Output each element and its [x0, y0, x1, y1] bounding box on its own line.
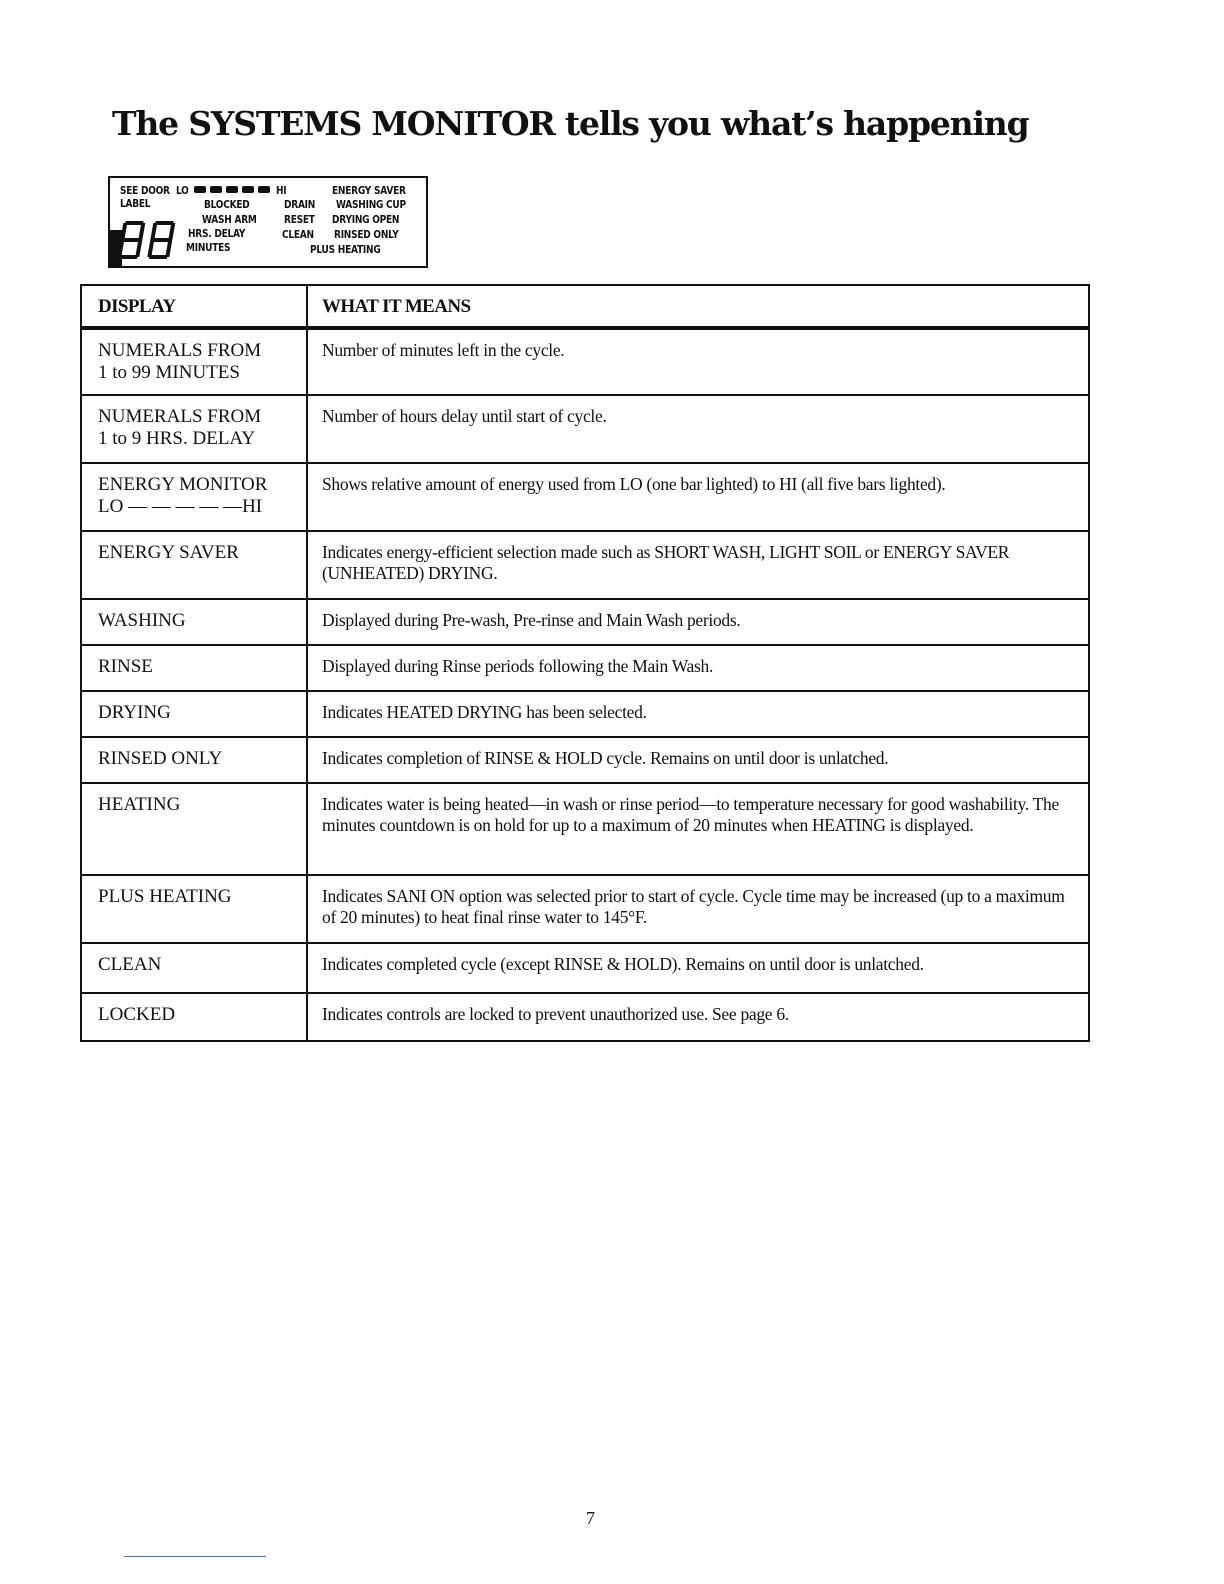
lcd-label: LABEL: [120, 197, 151, 210]
seven-segment-digits-icon: [114, 219, 180, 261]
table-row: [80, 464, 1090, 532]
meaning-cell: Indicates completed cycle (except RINSE & HOLD). Remains on until door is unlatched.: [322, 954, 924, 974]
meaning-cell: Shows relative amount of energy used from LO (one bar lighted) to HI (all five bars lighted).: [322, 474, 946, 494]
table-row: [80, 876, 1090, 944]
display-cell: LOCKED: [82, 994, 308, 1040]
display-cell: ENERGY MONITOR LO — — — — —HI: [82, 464, 308, 530]
lcd-clean: CLEAN: [282, 228, 314, 241]
table-row: [80, 396, 1090, 464]
meaning-cell: Indicates controls are locked to prevent unauthorized use. See page 6.: [322, 1004, 789, 1024]
display-meaning-table: [80, 284, 1090, 1042]
energy-monitor-bars: [194, 186, 270, 193]
footer-rule: [124, 1556, 266, 1557]
meaning-cell: Indicates HEATED DRYING has been selected.: [322, 702, 647, 722]
lcd-drying-open: DRYING OPEN: [332, 213, 400, 226]
table-header-row: [80, 284, 1090, 328]
meaning-cell: Displayed during Pre-wash, Pre-rinse and Main Wash periods.: [322, 610, 741, 630]
display-cell: DRYING: [82, 692, 308, 736]
lcd-energy-saver: ENERGY SAVER: [332, 184, 406, 197]
table-row: [80, 738, 1090, 784]
table-row: [80, 994, 1090, 1042]
energy-bar-1: [194, 186, 206, 193]
display-cell: WASHING: [82, 600, 308, 644]
meaning-cell: Indicates water is being heated—in wash or rinse period—to temperature necessary for good washability. The minutes countdown is on hold for up to a maximum of 20 minutes when HEATING is displayed.: [322, 794, 1059, 835]
lcd-blocked: BLOCKED: [204, 198, 250, 211]
lcd-hi: HI: [276, 184, 287, 197]
display-cell: RINSE: [82, 646, 308, 690]
meaning-cell: Number of minutes left in the cycle.: [322, 340, 565, 360]
energy-bar-5: [258, 186, 270, 193]
energy-bar-2: [210, 186, 222, 193]
table-row: [80, 944, 1090, 994]
lcd-lo: LO: [176, 184, 189, 197]
page-number: 7: [586, 1508, 595, 1528]
table-row: [80, 600, 1090, 646]
systems-monitor-display: [108, 176, 428, 268]
table-row: [80, 692, 1090, 738]
lcd-hrs-delay: HRS. DELAY: [188, 227, 246, 240]
meaning-cell: Indicates completion of RINSE & HOLD cycle. Remains on until door is unlatched.: [322, 748, 889, 768]
display-cell: ENERGY SAVER: [82, 532, 308, 598]
lcd-rinsed-only: RINSED ONLY: [334, 228, 399, 241]
meaning-cell: Number of hours delay until start of cycle.: [322, 406, 607, 426]
display-cell: NUMERALS FROM 1 to 9 HRS. DELAY: [82, 396, 308, 462]
lcd-reset: RESET: [284, 213, 315, 226]
table-row: [80, 328, 1090, 396]
table-row: [80, 646, 1090, 692]
lcd-drain: DRAIN: [284, 198, 316, 211]
energy-bar-3: [226, 186, 238, 193]
page-title: The SYSTEMS MONITOR tells you what’s happening: [112, 104, 1029, 143]
meaning-cell: Indicates SANI ON option was selected prior to start of cycle. Cycle time may be increased (up to a maximum of 20 minutes) to heat final rinse water to 145°F.: [322, 886, 1065, 927]
energy-bar-4: [242, 186, 254, 193]
display-cell: PLUS HEATING: [82, 876, 308, 942]
column-header-meaning: WHAT IT MEANS: [322, 296, 471, 317]
lcd-wash-arm: WASH ARM: [202, 213, 257, 226]
lcd-see-door: SEE DOOR: [120, 184, 170, 197]
meaning-cell: Indicates energy-efficient selection made such as SHORT WASH, LIGHT SOIL or ENERGY SAVER (UNHEATED) DRYING.: [322, 542, 1010, 583]
lcd-washing-cup: WASHING CUP: [336, 198, 406, 211]
display-cell: NUMERALS FROM 1 to 99 MINUTES: [82, 330, 308, 394]
lcd-minutes: MINUTES: [186, 241, 231, 254]
column-header-display: DISPLAY: [82, 286, 308, 326]
display-cell: HEATING: [82, 784, 308, 874]
lcd-plus-heating: PLUS HEATING: [310, 243, 381, 256]
meaning-cell: Displayed during Rinse periods following the Main Wash.: [322, 656, 714, 676]
display-cell: RINSED ONLY: [82, 738, 308, 782]
table-row: [80, 784, 1090, 876]
display-cell: CLEAN: [82, 944, 308, 992]
table-row: [80, 532, 1090, 600]
